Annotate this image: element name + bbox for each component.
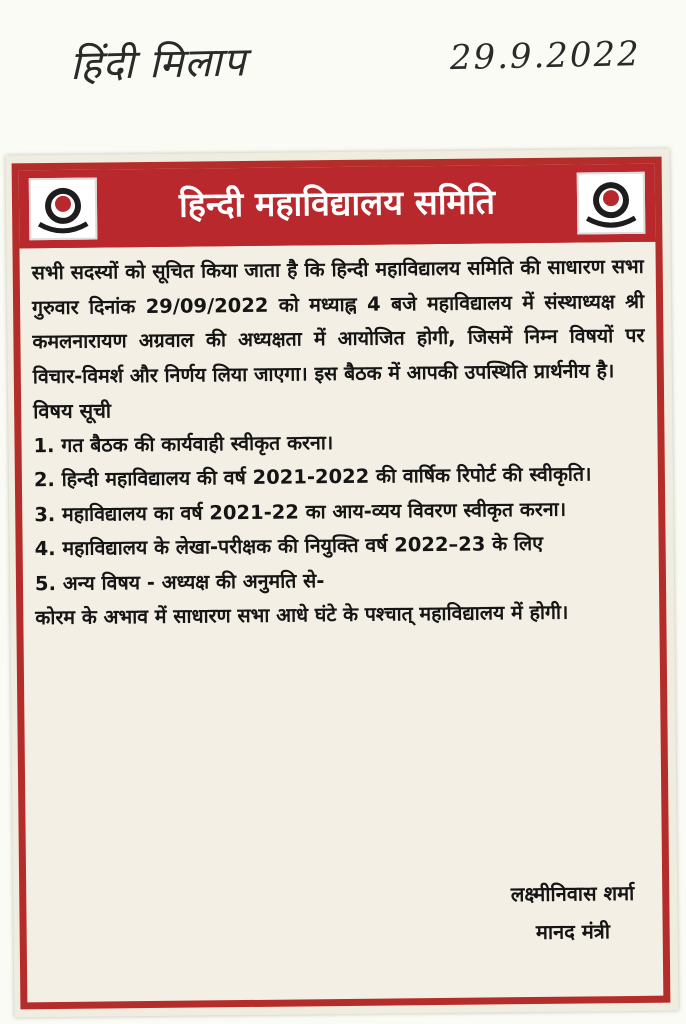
agenda-heading: विषय सूची [33, 398, 112, 424]
college-emblem-icon [29, 178, 98, 241]
signature-block [511, 874, 635, 951]
agenda-item: 3. महाविद्यालय का वर्ष 2021-22 का आय-व्यय विवरण स्वीकृत करना। [34, 497, 567, 526]
notice-title: हिन्दी महाविद्यालय समिति [178, 182, 496, 226]
notice-header [19, 164, 656, 249]
handwritten-date: 29.9.2022 [449, 34, 642, 79]
notice-intro: सभी सदस्यों को सूचित किया जाता है कि हिन्दी महाविद्यालय समिति की साधारण सभा गुरुवार दिनांक 29/09/2022 को मध्याह्न 4 बजे महाविद्यालय में संस्थाध्यक्ष श्री कमलनारायण अग्रवाल की अध्यक्षता में आयोजित होगी, जिसमें निम्न विषयों पर विचार-विमर्श और निर्णय लिया जाएगा। इस बैठक में आपकी उपस्थिति प्रार्थनीय है। [31, 254, 645, 388]
quorum-note: कोरम के अभाव में साधारण सभा आधे घंटे के पश्चात् महाविद्यालय में होगी। [35, 600, 569, 630]
agenda-item: 1. गत बैठक की कार्यवाही स्वीकृत करना। [33, 430, 334, 457]
agenda-item: 4. महाविद्यालय के लेखा-परीक्षक की नियुक्ति वर्ष 2022–23 के लिए [34, 531, 544, 561]
signatory-name: लक्ष्मीनिवास शर्मा [510, 880, 635, 907]
newspaper-clipping [6, 149, 679, 1018]
college-emblem-icon [577, 172, 646, 235]
notice-frame [12, 157, 671, 1010]
notice-body [32, 250, 648, 636]
agenda-item: 2. हिन्दी महाविद्यालय की वर्ष 2021-2022 की वार्षिक रिपोर्ट की स्वीकृति। [33, 462, 592, 492]
agenda-item: 5. अन्य विषय - अध्यक्ष की अनुमति से- [34, 568, 325, 595]
signatory-title: मानद मंत्री [535, 919, 611, 944]
handwritten-annotation [59, 16, 661, 119]
handwritten-newspaper-name: हिंदी मिलाप [69, 39, 247, 90]
